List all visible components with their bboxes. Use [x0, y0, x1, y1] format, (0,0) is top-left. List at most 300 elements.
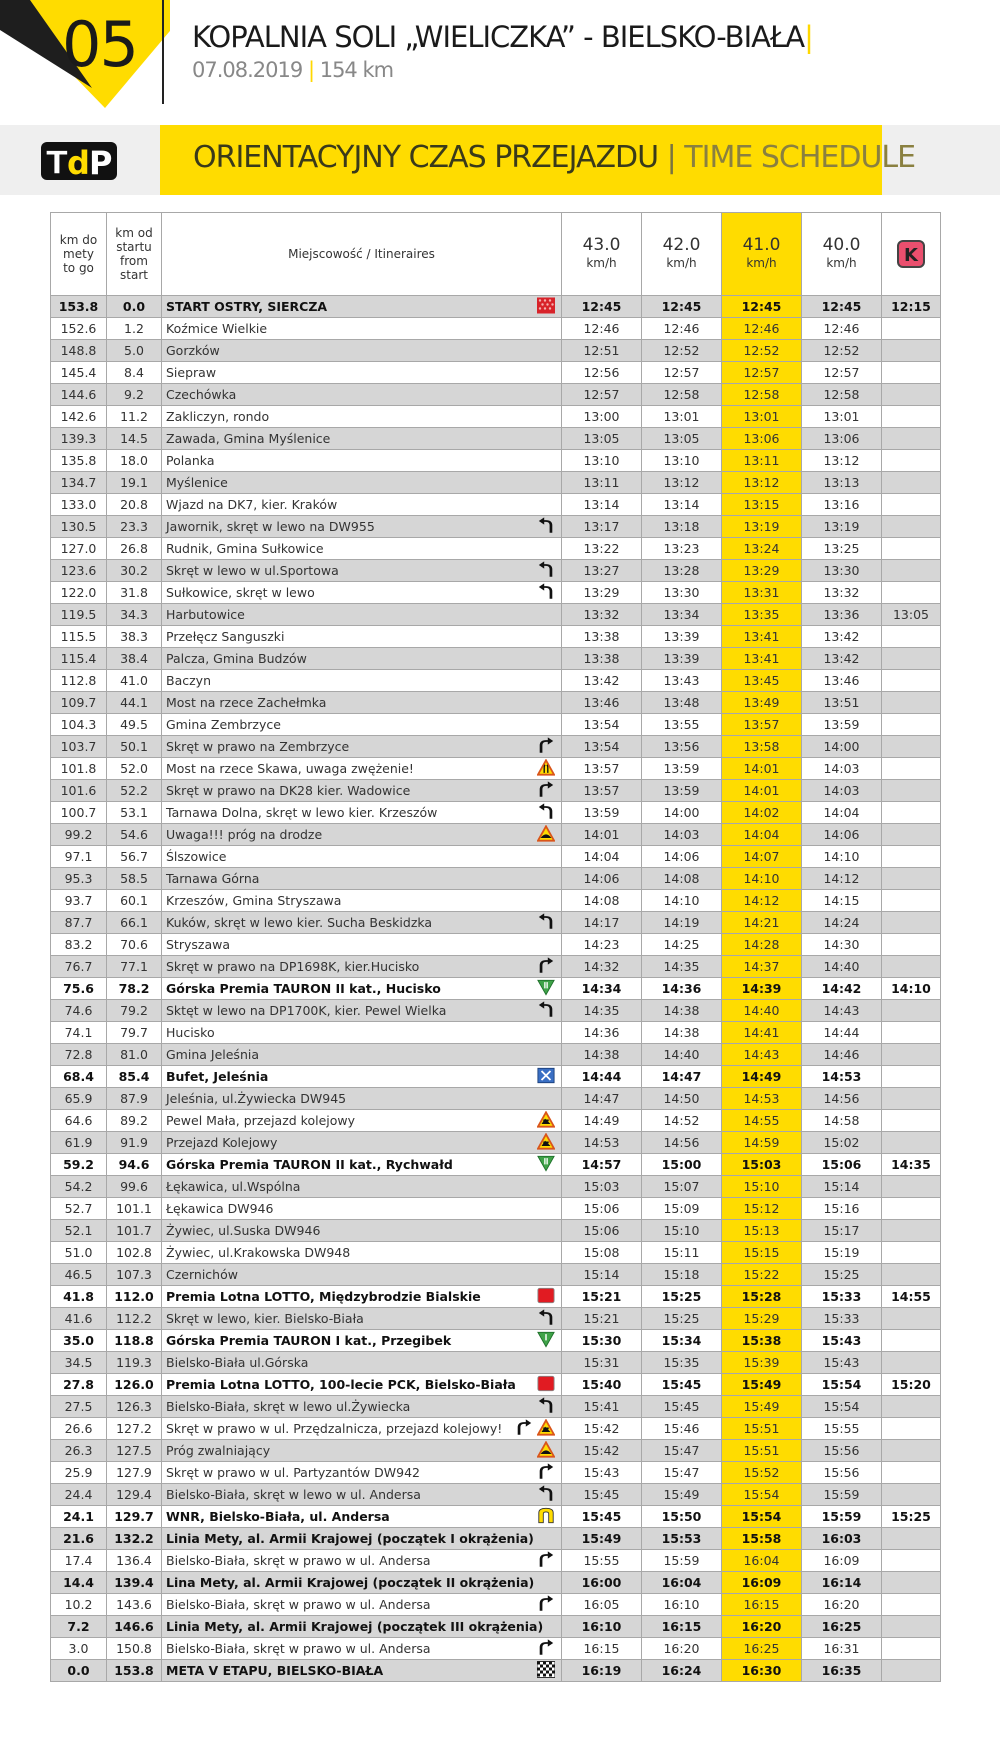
km-from-start-cell: 79.2: [107, 1000, 162, 1022]
table-row: [51, 1264, 941, 1286]
banner-separator: |: [666, 140, 676, 175]
location-cell: [162, 1242, 562, 1264]
time-41-cell: 13:19: [722, 516, 802, 538]
time-40-cell: 13:59: [802, 714, 882, 736]
table-row: [51, 1088, 941, 1110]
km-from-start-cell: 129.4: [107, 1484, 162, 1506]
km-from-start-cell: 94.6: [107, 1154, 162, 1176]
route-icons: [537, 1112, 555, 1130]
col-km-to-go: km do mety to go: [51, 213, 107, 296]
table-body: [51, 296, 941, 1682]
time-41-cell: 16:20: [722, 1616, 802, 1638]
table-row: [51, 582, 941, 604]
speed-value: 41.0: [742, 235, 781, 255]
railway-crossing-warning-icon: [537, 1111, 555, 1131]
table-row: [51, 1154, 941, 1176]
table-row: [51, 758, 941, 780]
time-40-cell: 13:19: [802, 516, 882, 538]
km-to-go-cell: 26.6: [51, 1418, 107, 1440]
location-cell: [162, 538, 562, 560]
time-41-cell: 16:15: [722, 1594, 802, 1616]
time-42-cell: 15:49: [642, 1484, 722, 1506]
table-row: [51, 1176, 941, 1198]
route-icons: [537, 1442, 555, 1460]
time-41-cell: 13:31: [722, 582, 802, 604]
time-k-cell: [882, 1198, 941, 1220]
time-42-cell: 15:46: [642, 1418, 722, 1440]
time-42-cell: 13:12: [642, 472, 722, 494]
location-cell: [162, 1638, 562, 1660]
svg-text:d: d: [67, 144, 90, 182]
table-row: [51, 714, 941, 736]
table-row: [51, 1572, 941, 1594]
km-from-start-cell: 8.4: [107, 362, 162, 384]
location-text: Przełęcz Sanguszki: [166, 629, 285, 644]
table-row: [51, 384, 941, 406]
km-to-go-cell: 83.2: [51, 934, 107, 956]
time-40-cell: 14:03: [802, 780, 882, 802]
time-42-cell: 12:58: [642, 384, 722, 406]
km-to-go-cell: 10.2: [51, 1594, 107, 1616]
time-40-cell: 15:25: [802, 1264, 882, 1286]
col-speed-42: [642, 213, 722, 296]
time-40-cell: 16:20: [802, 1594, 882, 1616]
time-k-cell: [882, 1132, 941, 1154]
time-42-cell: 15:10: [642, 1220, 722, 1242]
table-row: [51, 1022, 941, 1044]
time-k-cell: [882, 890, 941, 912]
feed-zone-icon: [537, 1067, 555, 1087]
location-cell: [162, 604, 562, 626]
location-cell: [162, 1418, 562, 1440]
time-41-cell: 15:51: [722, 1440, 802, 1462]
col-speed-40: [802, 213, 882, 296]
time-40-cell: 16:03: [802, 1528, 882, 1550]
time-42-cell: 13:55: [642, 714, 722, 736]
km-from-start-cell: 99.6: [107, 1176, 162, 1198]
title-bar-accent: |: [804, 20, 813, 54]
time-k-cell: [882, 802, 941, 824]
time-42-cell: 13:56: [642, 736, 722, 758]
km-to-go-cell: 52.7: [51, 1198, 107, 1220]
km-to-go-cell: 127.0: [51, 538, 107, 560]
time-k-cell: [882, 824, 941, 846]
time-40-cell: 13:13: [802, 472, 882, 494]
time-41-cell: 12:45: [722, 296, 802, 318]
route-icons: [537, 1464, 555, 1482]
location-cell: [162, 1198, 562, 1220]
time-k-cell: 14:10: [882, 978, 941, 1000]
time-42-cell: 14:52: [642, 1110, 722, 1132]
stage-distance: 154 km: [319, 58, 394, 82]
km-to-go-cell: 27.5: [51, 1396, 107, 1418]
time-41-cell: 12:57: [722, 362, 802, 384]
location-cell: [162, 912, 562, 934]
location-text: Bielsko-Biała, skręt w lewo w ul. Andersa: [166, 1487, 421, 1502]
time-43-cell: 14:49: [562, 1110, 642, 1132]
time-k-cell: 15:20: [882, 1374, 941, 1396]
time-42-cell: 13:39: [642, 648, 722, 670]
km-to-go-cell: 68.4: [51, 1066, 107, 1088]
table-row: [51, 340, 941, 362]
time-42-cell: 16:15: [642, 1616, 722, 1638]
time-42-cell: 15:25: [642, 1308, 722, 1330]
location-cell: [162, 450, 562, 472]
time-43-cell: 13:54: [562, 736, 642, 758]
km-to-go-cell: 104.3: [51, 714, 107, 736]
km-from-start-cell: 153.8: [107, 1660, 162, 1682]
time-41-cell: 14:07: [722, 846, 802, 868]
location-cell: [162, 1352, 562, 1374]
time-41-cell: 15:22: [722, 1264, 802, 1286]
route-icons: [537, 1552, 555, 1570]
time-42-cell: 12:57: [642, 362, 722, 384]
k-badge-icon: K: [897, 240, 925, 268]
time-42-cell: 13:43: [642, 670, 722, 692]
turn-left-icon: [537, 1485, 555, 1505]
location-cell: [162, 1110, 562, 1132]
km-from-start-cell: 50.1: [107, 736, 162, 758]
turn-right-icon: [537, 1639, 555, 1659]
stage-date: 07.08.2019: [192, 58, 303, 82]
route-icons: [537, 1156, 555, 1174]
km-to-go-cell: 61.9: [51, 1132, 107, 1154]
table-row: [51, 1242, 941, 1264]
time-41-cell: 14:01: [722, 780, 802, 802]
km-to-go-cell: 115.5: [51, 626, 107, 648]
route-icons: [537, 760, 555, 778]
km-to-go-cell: 74.6: [51, 1000, 107, 1022]
time-40-cell: 16:25: [802, 1616, 882, 1638]
km-from-start-cell: 0.0: [107, 296, 162, 318]
table-row: [51, 318, 941, 340]
location-text: Bielsko-Biała, skręt w prawo w ul. Andersa: [166, 1597, 431, 1612]
location-text: Przejazd Kolejowy: [166, 1135, 278, 1150]
location-text: Kuków, skręt w lewo kier. Sucha Beskidzka: [166, 915, 433, 930]
time-40-cell: 13:42: [802, 626, 882, 648]
time-41-cell: 13:11: [722, 450, 802, 472]
location-cell: [162, 868, 562, 890]
km-to-go-cell: 41.8: [51, 1286, 107, 1308]
route-icons: [537, 1002, 555, 1020]
route-icons: [537, 1640, 555, 1658]
time-43-cell: 13:59: [562, 802, 642, 824]
time-40-cell: 16:09: [802, 1550, 882, 1572]
location-text: Skręt w lewo, kier. Bielsko-Biała: [166, 1311, 364, 1326]
time-43-cell: 14:17: [562, 912, 642, 934]
time-k-cell: 14:55: [882, 1286, 941, 1308]
km-from-start-cell: 85.4: [107, 1066, 162, 1088]
speed-unit: km/h: [746, 256, 777, 270]
km-from-start-cell: 89.2: [107, 1110, 162, 1132]
time-k-cell: [882, 406, 941, 428]
col-speed-41: [722, 213, 802, 296]
time-43-cell: 14:01: [562, 824, 642, 846]
km-from-start-cell: 127.5: [107, 1440, 162, 1462]
location-text: Lina Mety, al. Armii Krajowej (początek II okrążenia): [166, 1575, 535, 1590]
table-row: [51, 1506, 941, 1528]
location-cell: [162, 1022, 562, 1044]
col-speed-43: [562, 213, 642, 296]
location-cell: [162, 670, 562, 692]
time-43-cell: 16:15: [562, 1638, 642, 1660]
time-43-cell: 12:45: [562, 296, 642, 318]
time-43-cell: 15:41: [562, 1396, 642, 1418]
time-42-cell: 15:45: [642, 1374, 722, 1396]
route-icons: [537, 914, 555, 932]
location-cell: [162, 1374, 562, 1396]
time-k-cell: [882, 1528, 941, 1550]
banner-title: [193, 140, 915, 175]
time-41-cell: 15:28: [722, 1286, 802, 1308]
turn-right-icon: [537, 781, 555, 801]
km-from-start-cell: 56.7: [107, 846, 162, 868]
km-from-start-cell: 139.4: [107, 1572, 162, 1594]
speed-value: 40.0: [822, 235, 861, 255]
time-40-cell: 15:54: [802, 1374, 882, 1396]
km-from-start-cell: 87.9: [107, 1088, 162, 1110]
time-41-cell: 14:59: [722, 1132, 802, 1154]
time-42-cell: 13:28: [642, 560, 722, 582]
time-k-cell: [882, 736, 941, 758]
location-cell: [162, 648, 562, 670]
time-43-cell: 15:49: [562, 1528, 642, 1550]
turn-left-icon: [537, 561, 555, 581]
km-from-start-cell: 112.2: [107, 1308, 162, 1330]
time-41-cell: 15:58: [722, 1528, 802, 1550]
time-40-cell: 13:46: [802, 670, 882, 692]
time-43-cell: 14:08: [562, 890, 642, 912]
time-43-cell: 14:53: [562, 1132, 642, 1154]
time-43-cell: 14:06: [562, 868, 642, 890]
speed-value: 42.0: [662, 235, 701, 255]
time-42-cell: 13:14: [642, 494, 722, 516]
time-k-cell: 12:15: [882, 296, 941, 318]
location-cell: [162, 1154, 562, 1176]
time-43-cell: 14:38: [562, 1044, 642, 1066]
time-40-cell: 14:04: [802, 802, 882, 824]
table-row: [51, 1638, 941, 1660]
table-row: [51, 670, 941, 692]
time-k-cell: [882, 714, 941, 736]
table-row: [51, 494, 941, 516]
location-text: Pewel Mała, przejazd kolejowy: [166, 1113, 356, 1128]
time-40-cell: 15:33: [802, 1286, 882, 1308]
location-cell: [162, 890, 562, 912]
location-cell: [162, 978, 562, 1000]
time-42-cell: 12:46: [642, 318, 722, 340]
time-k-cell: [882, 1396, 941, 1418]
km-from-start-cell: 66.1: [107, 912, 162, 934]
time-43-cell: 14:35: [562, 1000, 642, 1022]
location-text: Myślenice: [166, 475, 228, 490]
route-icons: [537, 1310, 555, 1328]
mountain-prize-cat1-icon: [537, 1331, 555, 1351]
location-text: WNR, Bielsko-Biała, ul. Andersa: [166, 1509, 390, 1524]
time-42-cell: 15:47: [642, 1440, 722, 1462]
time-k-cell: [882, 384, 941, 406]
location-cell: [162, 956, 562, 978]
location-cell: [162, 1528, 562, 1550]
km-from-start-cell: 44.1: [107, 692, 162, 714]
time-43-cell: 13:14: [562, 494, 642, 516]
time-k-cell: [882, 1176, 941, 1198]
time-43-cell: 14:36: [562, 1022, 642, 1044]
table-row: [51, 1198, 941, 1220]
time-43-cell: 13:57: [562, 780, 642, 802]
table-row: [51, 846, 941, 868]
speed-bump-warning-icon: [537, 1441, 555, 1461]
speed-unit: km/h: [586, 256, 617, 270]
time-41-cell: 13:29: [722, 560, 802, 582]
time-k-cell: [882, 846, 941, 868]
table-row: [51, 1330, 941, 1352]
km-from-start-cell: 58.5: [107, 868, 162, 890]
location-text: Czechówka: [166, 387, 237, 402]
time-43-cell: 12:51: [562, 340, 642, 362]
km-to-go-cell: 101.6: [51, 780, 107, 802]
time-k-cell: [882, 494, 941, 516]
route-icons: [537, 1486, 555, 1504]
stage-header: [0, 0, 1000, 110]
time-42-cell: 15:07: [642, 1176, 722, 1198]
time-43-cell: 13:38: [562, 648, 642, 670]
table-row: [51, 1110, 941, 1132]
km-to-go-cell: 3.0: [51, 1638, 107, 1660]
time-41-cell: 14:21: [722, 912, 802, 934]
time-43-cell: 15:45: [562, 1484, 642, 1506]
location-text: Skręt w prawo w ul. Partyzantów DW942: [166, 1465, 420, 1480]
time-41-cell: 15:10: [722, 1176, 802, 1198]
km-from-start-cell: 107.3: [107, 1264, 162, 1286]
km-from-start-cell: 150.8: [107, 1638, 162, 1660]
location-text: Gorzków: [166, 343, 220, 358]
time-40-cell: 15:19: [802, 1242, 882, 1264]
turn-right-icon: [537, 1595, 555, 1615]
location-text: Most na rzece Zachełmka: [166, 695, 327, 710]
km-from-start-cell: 81.0: [107, 1044, 162, 1066]
time-40-cell: 15:43: [802, 1352, 882, 1374]
km-to-go-cell: 46.5: [51, 1264, 107, 1286]
km-to-go-cell: 101.8: [51, 758, 107, 780]
time-43-cell: 14:23: [562, 934, 642, 956]
route-icons: [515, 1420, 555, 1438]
time-40-cell: 12:45: [802, 296, 882, 318]
route-icons: [537, 738, 555, 756]
time-41-cell: 12:46: [722, 318, 802, 340]
location-text: Skręt w prawo na DP1698K, kier.Hucisko: [166, 959, 420, 974]
km-from-start-cell: 1.2: [107, 318, 162, 340]
table-row: [51, 1044, 941, 1066]
km-to-go-cell: 24.4: [51, 1484, 107, 1506]
location-text: Harbutowice: [166, 607, 245, 622]
km-to-go-cell: 144.6: [51, 384, 107, 406]
time-k-cell: [882, 1044, 941, 1066]
table-row: [51, 956, 941, 978]
time-43-cell: 12:56: [562, 362, 642, 384]
time-40-cell: 14:24: [802, 912, 882, 934]
time-41-cell: 15:39: [722, 1352, 802, 1374]
time-43-cell: 14:47: [562, 1088, 642, 1110]
time-41-cell: 13:35: [722, 604, 802, 626]
table-row: [51, 362, 941, 384]
km-from-start-cell: 127.9: [107, 1462, 162, 1484]
table-row: [51, 1528, 941, 1550]
railway-crossing-warning-icon: [537, 1419, 555, 1439]
location-text: Górska Premia TAURON II kat., Rychwałd: [166, 1157, 453, 1172]
svg-text:P: P: [89, 144, 113, 182]
location-text: Jeleśnia, ul.Żywiecka DW945: [166, 1091, 347, 1106]
time-41-cell: 14:04: [722, 824, 802, 846]
table-row: [51, 1440, 941, 1462]
speed-unit: km/h: [666, 256, 697, 270]
speed-value: 43.0: [582, 235, 621, 255]
time-42-cell: 13:48: [642, 692, 722, 714]
time-41-cell: 12:52: [722, 340, 802, 362]
location-cell: [162, 582, 562, 604]
route-icons: [537, 1332, 555, 1350]
time-k-cell: 14:35: [882, 1154, 941, 1176]
time-42-cell: 14:40: [642, 1044, 722, 1066]
location-text: Żywiec, ul.Suska DW946: [166, 1223, 321, 1238]
stage-title: [192, 20, 813, 54]
km-to-go-cell: 34.5: [51, 1352, 107, 1374]
km-to-go-cell: 112.8: [51, 670, 107, 692]
time-k-cell: [882, 1330, 941, 1352]
time-40-cell: 15:56: [802, 1462, 882, 1484]
time-40-cell: 13:16: [802, 494, 882, 516]
time-k-cell: [882, 1242, 941, 1264]
time-43-cell: 16:00: [562, 1572, 642, 1594]
time-41-cell: 13:41: [722, 648, 802, 670]
km-from-start-cell: 53.1: [107, 802, 162, 824]
time-k-cell: [882, 1088, 941, 1110]
time-43-cell: 15:42: [562, 1440, 642, 1462]
time-42-cell: 15:47: [642, 1462, 722, 1484]
km-to-go-cell: 95.3: [51, 868, 107, 890]
time-40-cell: 14:58: [802, 1110, 882, 1132]
railway-crossing-warning-icon: [537, 1133, 555, 1153]
finish-flag-icon: [537, 1661, 555, 1681]
time-40-cell: 14:44: [802, 1022, 882, 1044]
km-from-start-cell: 112.0: [107, 1286, 162, 1308]
tdp-logo-icon: [40, 138, 118, 182]
time-k-cell: [882, 1616, 941, 1638]
time-42-cell: 13:39: [642, 626, 722, 648]
location-cell: [162, 340, 562, 362]
location-cell: [162, 1660, 562, 1682]
time-43-cell: 15:21: [562, 1308, 642, 1330]
time-43-cell: 14:34: [562, 978, 642, 1000]
banner-title-pl: ORIENTACYJNY CZAS PRZEJAZDU: [193, 140, 659, 175]
turn-right-icon: [537, 737, 555, 757]
time-k-cell: [882, 670, 941, 692]
time-k-cell: [882, 450, 941, 472]
location-cell: [162, 494, 562, 516]
location-cell: [162, 384, 562, 406]
time-43-cell: 13:17: [562, 516, 642, 538]
time-41-cell: 15:15: [722, 1242, 802, 1264]
time-40-cell: 14:00: [802, 736, 882, 758]
time-41-cell: 14:41: [722, 1022, 802, 1044]
location-cell: [162, 560, 562, 582]
route-icons: [537, 584, 555, 602]
km-from-start-cell: 77.1: [107, 956, 162, 978]
km-to-go-cell: 74.1: [51, 1022, 107, 1044]
location-text: Żywiec, ul.Krakowska DW948: [166, 1245, 351, 1260]
location-cell: [162, 1550, 562, 1572]
time-40-cell: 15:17: [802, 1220, 882, 1242]
